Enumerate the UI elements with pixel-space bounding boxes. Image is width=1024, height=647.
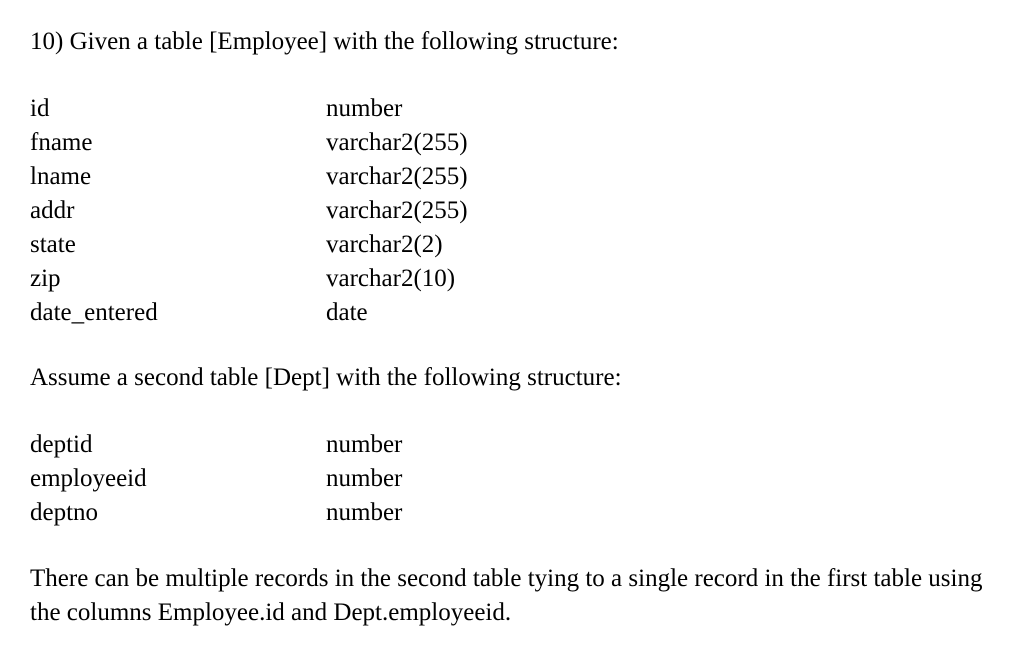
relationship-note: There can be multiple records in the second table tying to a single record in the first table using the columns Employee.id and Dept.employeeid.	[30, 565, 983, 626]
column-type: varchar2(2)	[326, 231, 443, 258]
column-name: id	[30, 95, 50, 122]
column-name: lname	[30, 163, 92, 190]
second-table-heading: Assume a second table [Dept] with the following structure:	[30, 364, 622, 391]
column-type: number	[326, 431, 403, 458]
question-heading: 10) Given a table [Employee] with the following structure:	[30, 28, 619, 55]
column-name: zip	[30, 265, 61, 292]
column-type: number	[326, 465, 403, 492]
column-name: state	[30, 231, 76, 258]
column-name: deptno	[30, 499, 99, 526]
column-type: varchar2(255)	[326, 163, 468, 190]
column-type: varchar2(10)	[326, 265, 456, 292]
column-name: fname	[30, 129, 93, 156]
column-name: date_entered	[30, 299, 158, 326]
column-type: number	[326, 95, 403, 122]
column-type: date	[326, 299, 368, 326]
column-type: varchar2(255)	[326, 129, 468, 156]
column-name: deptid	[30, 431, 93, 458]
column-type: varchar2(255)	[326, 197, 468, 224]
column-name: employeeid	[30, 465, 147, 492]
column-name: addr	[30, 197, 75, 224]
column-type: number	[326, 499, 403, 526]
